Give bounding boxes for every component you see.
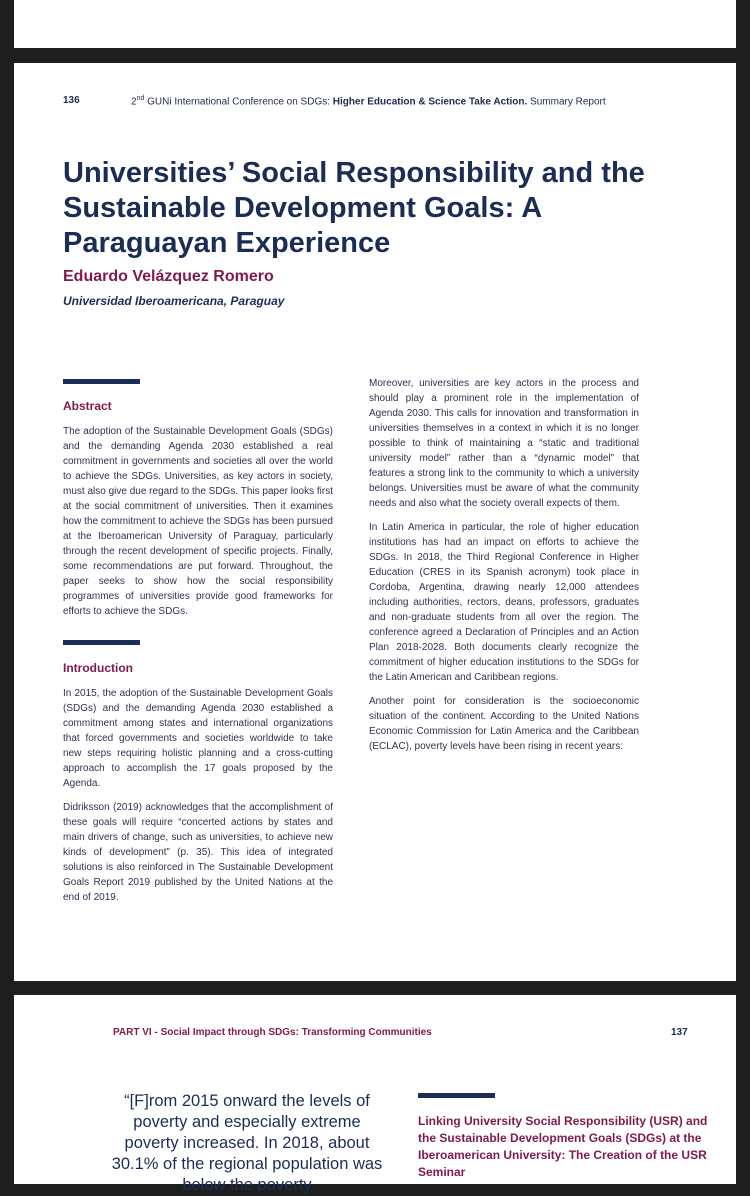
- author-name: Eduardo Velázquez Romero: [63, 268, 274, 285]
- running-head-sup: nd: [136, 95, 145, 102]
- introduction-divider: [63, 640, 140, 645]
- abstract-text: [63, 424, 333, 628]
- section-title: Linking University Social Responsibility (USR) and the Sustainable Development Goals (SDGs) at the Iberoamerican University: The Creation of the USR Seminar: [418, 1114, 708, 1179]
- previous-page-fragment: [14, 0, 736, 48]
- section-divider: [418, 1093, 495, 1098]
- running-head-tail: Summary Report: [527, 96, 606, 108]
- abstract-paragraph: The adoption of the Sustainable Development Goals (SDGs) and the demanding Agenda 2030 established a real commitment in governments and societies all over the world to achieve the SDGs. Universities, as key actors in society, must also give due regard to the SDGs. This paper looks first at the social commitment of universities. Then it examines how the commitment to achieve the SDGs has been pursued at the Iberoamerican University of Paraguay, particularly through the recent development of specific projects. Finally, some recommendations are put forward. Throughout, the paper seeks to show how the social responsibility programmes of universities provide good frameworks for efforts to achieve the SDGs.: [63, 426, 333, 617]
- running-head-bold: Higher Education & Science Take Action.: [332, 96, 528, 108]
- running-head: [131, 95, 651, 107]
- introduction-text: [63, 686, 333, 914]
- pull-quote: “[F]rom 2015 onward the levels of poverty and especially extreme poverty increased. In 2018, about 30.1% of the regional population was below the poverty: [111, 1092, 383, 1194]
- running-head-ordinal: 2: [131, 96, 137, 108]
- page-number: 136: [63, 95, 80, 106]
- author-affiliation: Universidad Iberoamericana, Paraguay: [63, 294, 285, 308]
- right-paragraph-2: In Latin America in particular, the role of higher education institutions has had an impact on efforts to achieve the SDGs. In 2018, the Third Regional Conference in Higher Education (CRES in its Spanish acronym) took place in Cordoba, Argentina, drawing nearly 12,000 attendees including authorities, rectors, deans, professors, graduates and non-graduate students from all over the region. The conference agreed a Declaration of Principles and an Action Plan 2018-2028. Both documents clearly recognize the commitment of higher education institutions to the SDGs for the Latin American and Caribbean regions.: [369, 522, 639, 683]
- abstract-heading: Abstract: [63, 399, 112, 413]
- page-136: [14, 63, 736, 981]
- introduction-heading: Introduction: [63, 661, 133, 675]
- right-paragraph-3: Another point for consideration is the socioeconomic situation of the continent. According to the United Nations Economic Commission for Latin America and the Caribbean (ECLAC), poverty levels have been rising in recent years:: [369, 696, 639, 752]
- introduction-paragraph-1: In 2015, the adoption of the Sustainable Development Goals (SDGs) and the demanding Agenda 2030 established a commitment among states and international organizations that forced governments and societies worldwide to take new steps requiring holistic planning and a cross-cutting approach to accomplish the 17 goals proposed by the Agenda.: [63, 688, 333, 789]
- abstract-divider: [63, 379, 140, 384]
- introduction-paragraph-2: Didriksson (2019) acknowledges that the accomplishment of these goals will require “concerted actions by states and main drivers of change, such as universities, to achieve new kinds of development” (p. 35). This idea of integrated solutions is also reinforced in The Sustainable Development Goals Report 2019 published by the United Nations at the end of 2019.: [63, 802, 333, 903]
- right-paragraph-1: Moreover, universities are key actors in the process and should play a prominent role in the implementation of Agenda 2030. This calls for innovation and transformation in universities themselves in a context in which it is no longer possible to think of maintaining a “static and traditional university model” rather than a “dynamic model” that features a strong link to the community to which a university belongs. Universities must be aware of what the community needs and also what the society overall expects of them.: [369, 378, 639, 509]
- paper-title: Universities’ Social Responsibility and the Sustainable Development Goals: A Paraguayan Experience: [63, 157, 645, 259]
- part-label: PART VI - Social Impact through SDGs: Transforming Communities: [113, 1027, 432, 1038]
- running-head-conf: GUNi International Conference on SDGs:: [144, 96, 333, 108]
- right-column-text: [369, 376, 639, 763]
- page-137: [14, 995, 736, 1194]
- page-number: 137: [671, 1027, 688, 1038]
